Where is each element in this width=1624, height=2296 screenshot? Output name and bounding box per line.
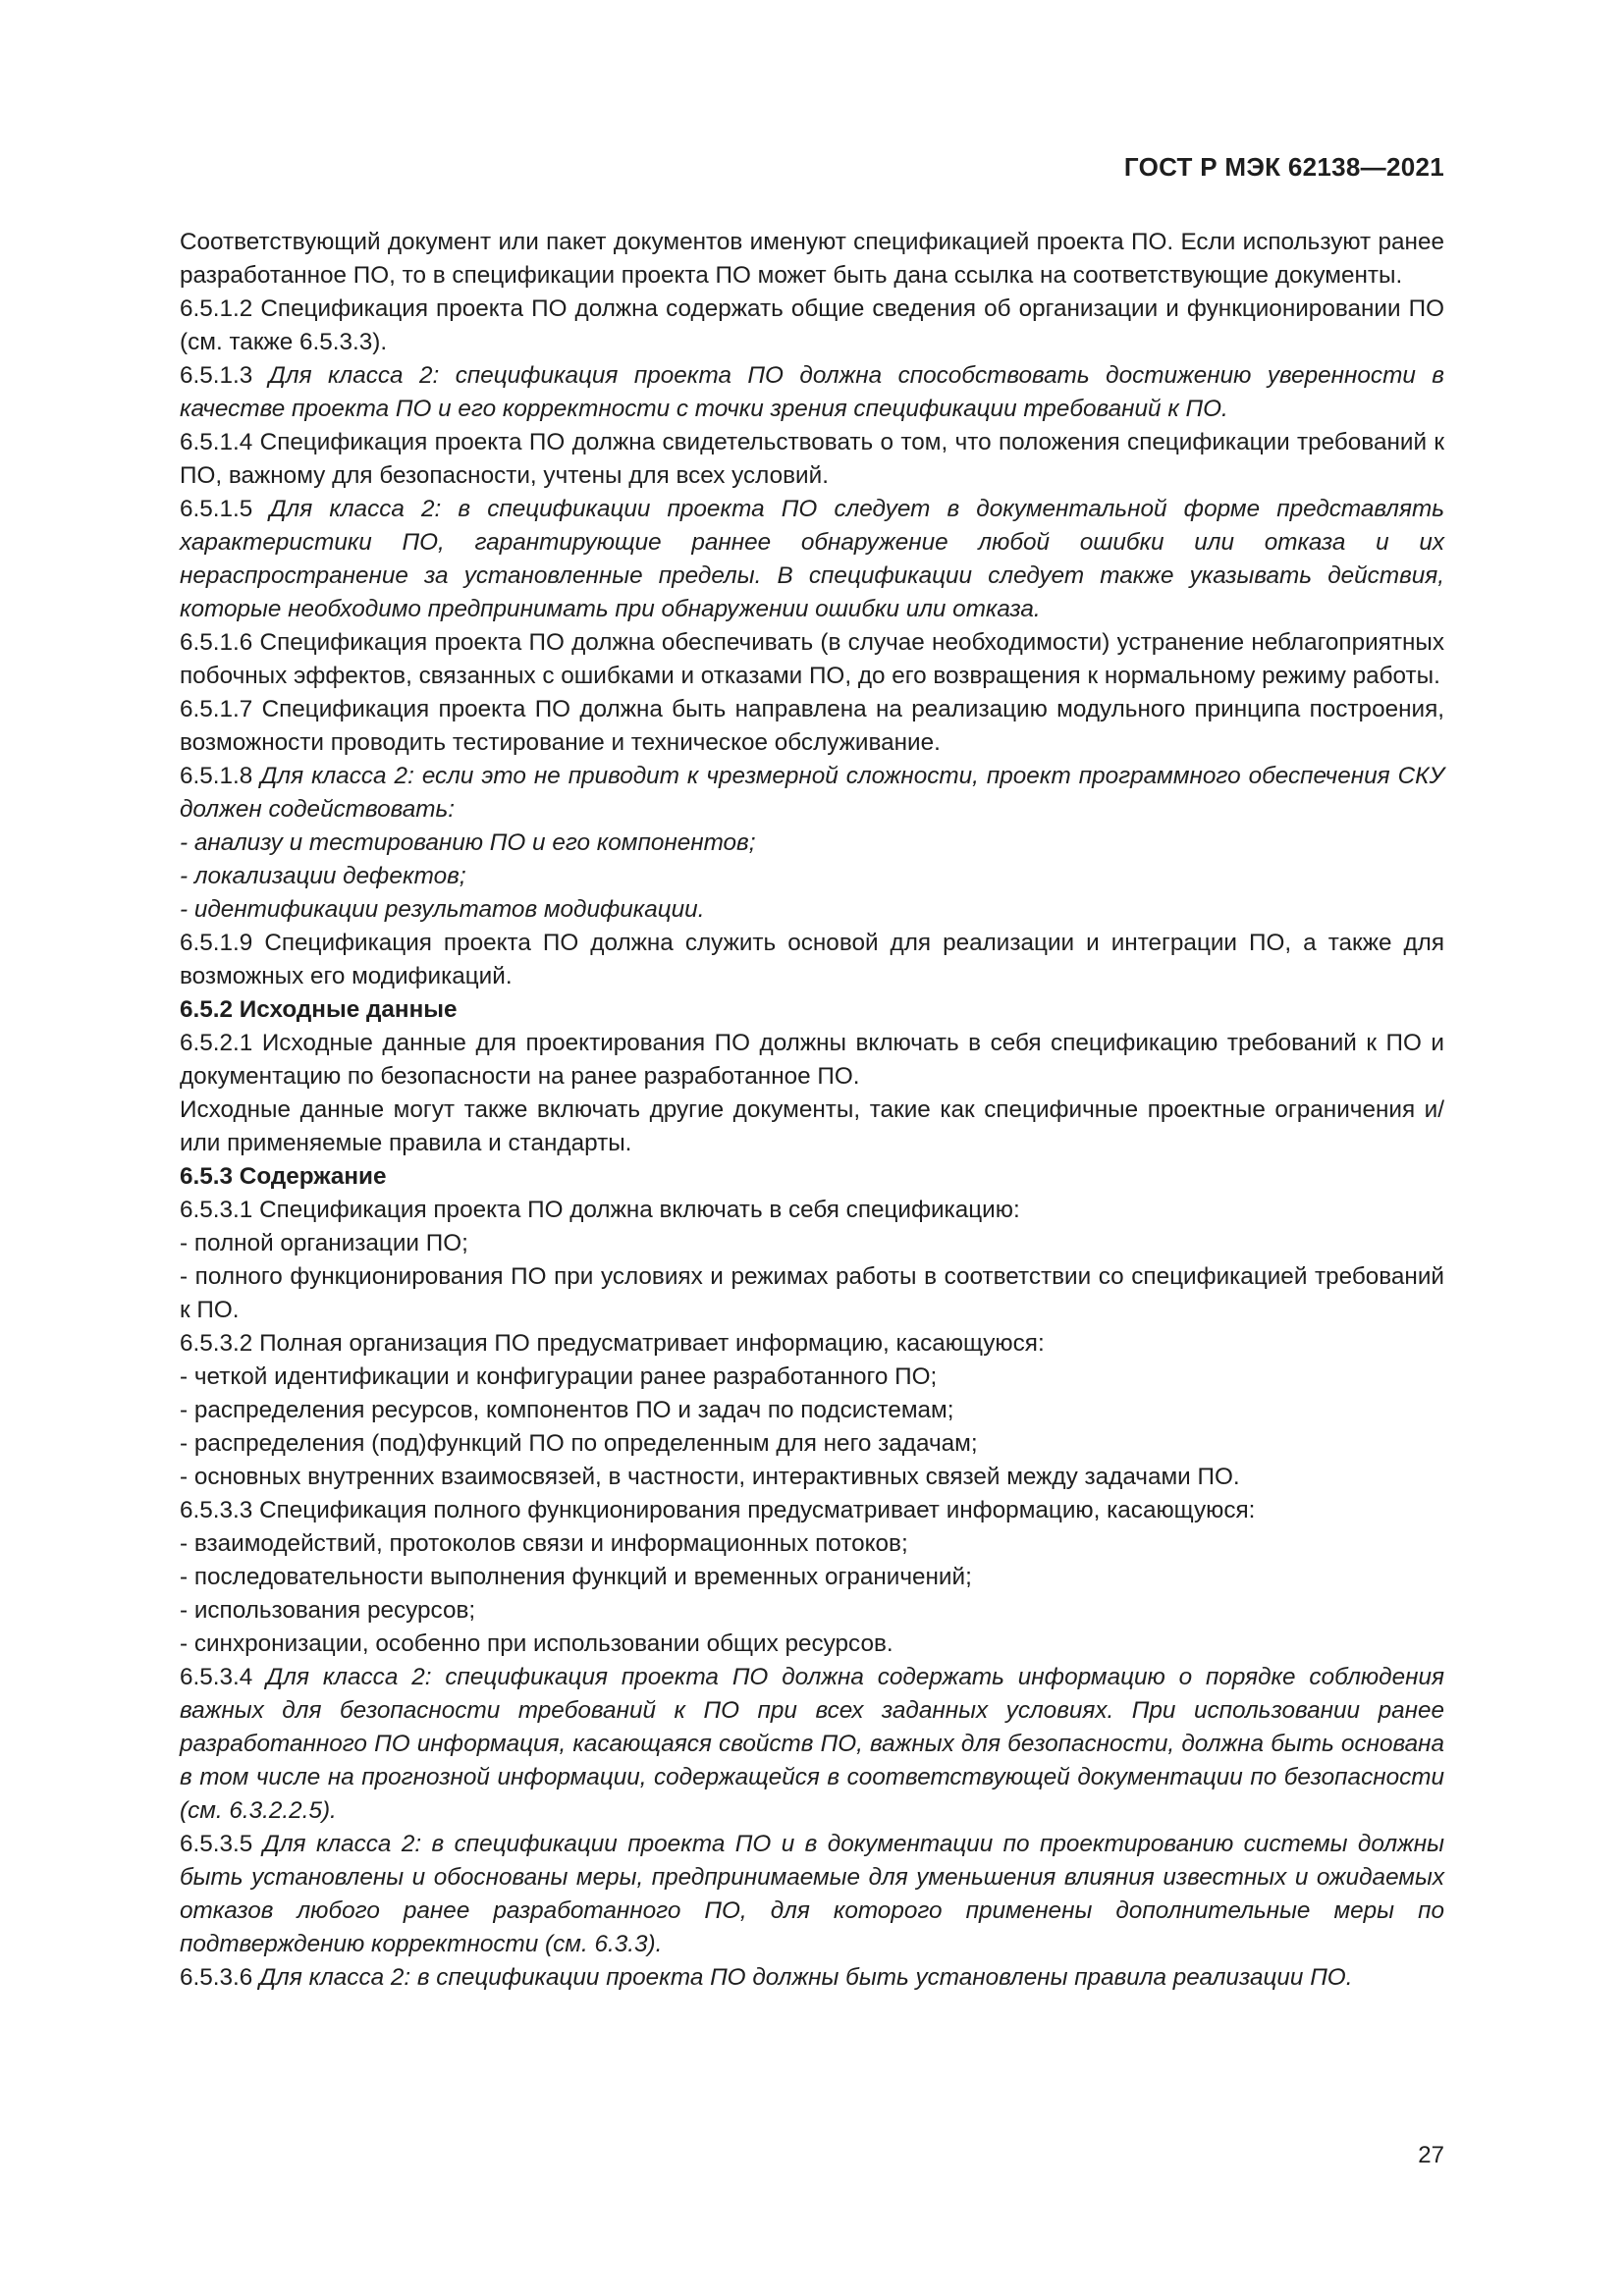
paragraph-text: Для класса 2: если это не приводит к чрезмерной сложности, проект программного обеспечения СКУ должен содействовать:: [180, 763, 1444, 823]
paragraph-text: Для класса 2: в спецификации проекта ПО и в документации по проектированию системы должны быть установлены и обоснованы меры, предпринимаемые для уменьшения влияния известных и ожидаемых отказов любого ранее разработанного ПО, для которого применены дополнительные меры по подтверждению корректности (см. 6.3.3).: [180, 1831, 1444, 1957]
paragraph-text: Спецификация проекта ПО должна быть направлена на реализацию модульного принципа построения, возможности проводить тестирование и техническое обслуживание.: [180, 696, 1444, 756]
paragraph-text: Спецификация проекта ПО должна содержать общие сведения об организации и функционировании ПО (см. также 6.5.3.3).: [180, 295, 1444, 355]
clause-number: 6.5.3.4: [180, 1664, 267, 1690]
paragraph-text: - идентификации результатов модификации.: [180, 896, 705, 923]
paragraph-text: - синхронизации, особенно при использовании общих ресурсов.: [180, 1630, 893, 1657]
paragraph-text: Спецификация проекта ПО должна свидетельствовать о том, что положения спецификации требований к ПО, важному для безопасности, учтены для всех условий.: [180, 429, 1444, 489]
list-item: [180, 1527, 1444, 1561]
paragraph: [180, 1094, 1444, 1160]
clause-number: 6.5.1.3: [180, 362, 269, 389]
paragraph: [180, 760, 1444, 827]
list-item: [180, 1628, 1444, 1661]
paragraph-text: - полной организации ПО;: [180, 1230, 468, 1256]
paragraph-text: Для класса 2: спецификация проекта ПО должна содержать информацию о порядке соблюдения важных для безопасности требований к ПО при всех заданных условиях. При использовании ранее разработанного ПО информация, касающаяся свойств ПО, важных для безопасности, должна быть основана в том числе на прогнозной информации, содержащейся в соответствующей документации по безопасности (см. 6.3.2.2.5).: [180, 1664, 1444, 1824]
paragraph: [180, 359, 1444, 426]
list-item: [180, 1260, 1444, 1327]
clause-number: 6.5.3.1: [180, 1197, 260, 1223]
paragraph: [180, 493, 1444, 626]
paragraph: [180, 626, 1444, 693]
heading-text: 6.5.2 Исходные данные: [180, 996, 458, 1023]
list-item: [180, 827, 1444, 860]
paragraph: [180, 1027, 1444, 1094]
paragraph: [180, 1327, 1444, 1361]
heading-text: 6.5.3 Содержание: [180, 1163, 387, 1190]
paragraph: [180, 293, 1444, 359]
list-item: [180, 1427, 1444, 1461]
paragraph-text: Спецификация проекта ПО должна обеспечивать (в случае необходимости) устранение неблагоприятных побочных эффектов, связанных с ошибками и отказами ПО, до его возвращения к нормальному режиму работы.: [180, 629, 1444, 689]
paragraph: [180, 1194, 1444, 1227]
clause-number: 6.5.2.1: [180, 1030, 262, 1056]
paragraph-text: - распределения (под)функций ПО по определенным для него задачам;: [180, 1430, 978, 1457]
paragraph-text: Спецификация полного функционирования предусматривает информацию, касающуюся:: [259, 1497, 1256, 1523]
clause-number: 6.5.3.6: [180, 1964, 260, 1991]
document-body: [180, 226, 1444, 1995]
list-item: [180, 893, 1444, 927]
list-item: [180, 1361, 1444, 1394]
paragraph-text: - четкой идентификации и конфигурации ранее разработанного ПО;: [180, 1363, 938, 1390]
section-heading: [180, 993, 1444, 1027]
paragraph: [180, 1661, 1444, 1828]
paragraph-text: - полного функционирования ПО при условиях и режимах работы в соответствии со спецификацией требований к ПО.: [180, 1263, 1444, 1323]
clause-number: 6.5.3.2: [180, 1330, 260, 1357]
clause-number: 6.5.1.9: [180, 930, 265, 956]
paragraph-text: - взаимодействий, протоколов связи и информационных потоков;: [180, 1530, 908, 1557]
paragraph: [180, 1828, 1444, 1961]
paragraph-text: - последовательности выполнения функций и временных ограничений;: [180, 1564, 972, 1590]
paragraph-text: Полная организация ПО предусматривает информацию, касающуюся:: [259, 1330, 1045, 1357]
clause-number: 6.5.1.8: [180, 763, 261, 789]
clause-number: 6.5.1.5: [180, 496, 270, 522]
paragraph-text: Соответствующий документ или пакет документов именуют спецификацией проекта ПО. Если используют ранее разработанное ПО, то в спецификации проекта ПО может быть дана ссылка на соответствующие документы.: [180, 229, 1444, 289]
clause-number: 6.5.3.5: [180, 1831, 263, 1857]
paragraph: [180, 927, 1444, 993]
paragraph-text: Исходные данные могут также включать другие документы, такие как специфичные проектные ограничения и/или применяемые правила и стандарты.: [180, 1096, 1444, 1156]
list-item: [180, 1461, 1444, 1494]
list-item: [180, 1394, 1444, 1427]
list-item: [180, 860, 1444, 893]
paragraph: [180, 1494, 1444, 1527]
paragraph-text: Спецификация проекта ПО должна включать в себя спецификацию:: [259, 1197, 1020, 1223]
paragraph: [180, 426, 1444, 493]
clause-number: 6.5.1.7: [180, 696, 262, 722]
paragraph-text: - локализации дефектов;: [180, 863, 466, 889]
paragraph-text: Для класса 2: в спецификации проекта ПО должны быть установлены правила реализации ПО.: [259, 1964, 1353, 1991]
clause-number: 6.5.1.6: [180, 629, 260, 656]
list-item: [180, 1227, 1444, 1260]
paragraph-text: - основных внутренних взаимосвязей, в частности, интерактивных связей между задачами ПО.: [180, 1464, 1240, 1490]
list-item: [180, 1594, 1444, 1628]
paragraph-text: - использования ресурсов;: [180, 1597, 476, 1624]
paragraph-text: Для класса 2: в спецификации проекта ПО следует в документальной форме представлять характеристики ПО, гарантирующие раннее обнаружение любой ошибки или отказа и их нераспространение за установленные пределы. В спецификации следует также указывать действия, которые необходимо предпринимать при обнаружении ошибки или отказа.: [180, 496, 1444, 622]
page-number: 27: [1418, 2142, 1444, 2168]
clause-number: 6.5.1.4: [180, 429, 260, 455]
paragraph: [180, 693, 1444, 760]
clause-number: 6.5.3.3: [180, 1497, 260, 1523]
document-header: ГОСТ Р МЭК 62138—2021: [1123, 152, 1444, 182]
section-heading: [180, 1160, 1444, 1194]
paragraph-text: - распределения ресурсов, компонентов ПО и задач по подсистемам;: [180, 1397, 954, 1423]
clause-number: 6.5.1.2: [180, 295, 261, 322]
paragraph-text: Исходные данные для проектирования ПО должны включать в себя спецификацию требований к ПО и документацию по безопасности на ранее разработанное ПО.: [180, 1030, 1445, 1090]
paragraph-text: Для класса 2: спецификация проекта ПО должна способствовать достижению уверенности в качестве проекта ПО и его корректности с точки зрения спецификации требований к ПО.: [180, 362, 1444, 422]
list-item: [180, 1561, 1444, 1594]
paragraph-text: Спецификация проекта ПО должна служить основой для реализации и интеграции ПО, а также для возможных его модификаций.: [180, 930, 1444, 989]
paragraph: [180, 226, 1444, 293]
paragraph-text: - анализу и тестированию ПО и его компонентов;: [180, 829, 756, 856]
paragraph: [180, 1961, 1444, 1995]
